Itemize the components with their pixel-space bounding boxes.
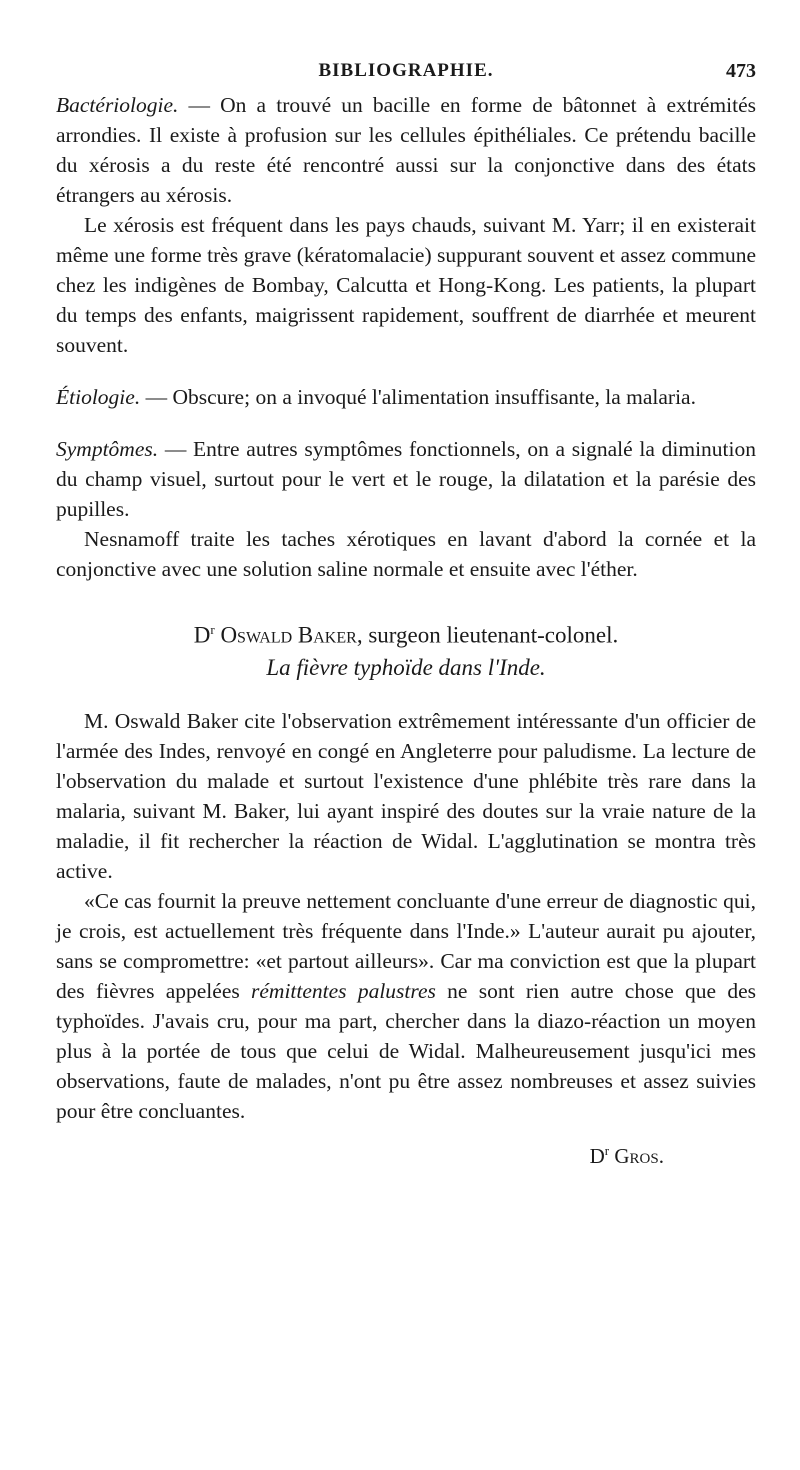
paragraph-text: — Entre autres symptômes fonctionnels, on a signalé la diminution du champ visuel, surtout pour le vert et le rouge, la dilatation et la parésie des pupilles.	[56, 437, 756, 521]
paragraph-text: «Ce cas fournit la preuve nettement concluante d'une erreur de diagnostic qui, je crois, est actuellement très fréquente dans l'Inde.» L'auteur aurait pu ajouter, sans se compromettre: «et partout ailleurs». Car ma conviction est que la plupart des fièvres appelées	[56, 888, 756, 1003]
article-title: La fièvre typhoïde dans l'Inde.	[266, 654, 546, 680]
paragraph-baker-observation: M. Oswald Baker cite l'observation extrêmement intéressante d'un officier de l'armée des Indes, renvoyé en congé en Angleterre pour paludisme. La lecture de l'observation du malade et surtout l'existence d'une phlébite très rare dans la malaria, suivant M. Baker, lui ayant inspiré des doutes sur la vraie nature de la maladie, il fit rechercher la réaction de Widal. L'agglutination se montra très active.	[56, 708, 756, 883]
signature-name: Gros.	[614, 1143, 664, 1168]
italic-term: rémittentes palustres	[251, 978, 436, 1003]
signature-prefix-sup: r	[604, 1142, 610, 1158]
paragraph-bacteriologie	[56, 90, 756, 210]
article-author	[56, 614, 756, 652]
paragraph-xerosis-climate: Le xérosis est fréquent dans les pays chauds, suivant M. Yarr; il en existerait même une forme très grave (kératomalacie) suppurant souvent et assez commune chez les indigènes de Bombay, Calcutta et Hong-Kong. Les patients, la plupart du temps des enfants, maigrissent rapidement, souffrent de diarrhée et meurent souvent.	[56, 213, 756, 357]
author-name: Oswald Baker	[220, 622, 357, 648]
running-title: BIBLIOGRAPHIE.	[318, 60, 494, 81]
paragraph-etiologie	[56, 382, 756, 412]
signature	[56, 1136, 756, 1171]
article-heading	[56, 614, 756, 684]
section-lead-etiologie: Étiologie.	[56, 385, 141, 409]
section-lead-symptomes: Symptômes.	[56, 437, 159, 461]
paragraph-text: — Obscure; on a invoqué l'alimentation insuffisante, la malaria.	[140, 385, 696, 409]
paragraph-symptomes	[56, 434, 756, 524]
author-prefix: D	[193, 622, 211, 648]
author-rank: , surgeon lieutenant-colonel.	[356, 622, 619, 648]
paragraph-treatment: Nesnamoff traite les taches xérotiques en lavant d'abord la cornée et la conjonctive avec une solution saline normale et ensuite avec l'éther.	[56, 527, 756, 581]
paragraph-diagnosis	[56, 886, 756, 1126]
section-lead-bacteriologie: Bactériologie.	[56, 93, 179, 117]
signature-prefix: D	[589, 1143, 605, 1168]
running-header	[56, 60, 756, 90]
paragraph-text: ne sont rien autre chose que des typhoïdes. J'avais cru, pour ma part, chercher dans la diazo-réaction un moyen plus à la portée de tous que celui de Widal. Malheureusement jusqu'ici mes observations, faute de malades, n'ont pu être assez nombreuses et assez suivies pour être concluantes.	[56, 978, 757, 1123]
page-number: 473	[726, 60, 756, 82]
document-page	[56, 60, 756, 1171]
author-prefix-sup: r	[210, 622, 215, 637]
paragraph-text: — On a trouvé un bacille en forme de bâtonnet à extrémités arrondies. Il existe à profusion sur les cellules épithéliales. Ce prétendu bacille du xérosis a du reste été rencontré aussi sur la conjonctive dans des états étrangers au xérosis.	[56, 93, 756, 207]
